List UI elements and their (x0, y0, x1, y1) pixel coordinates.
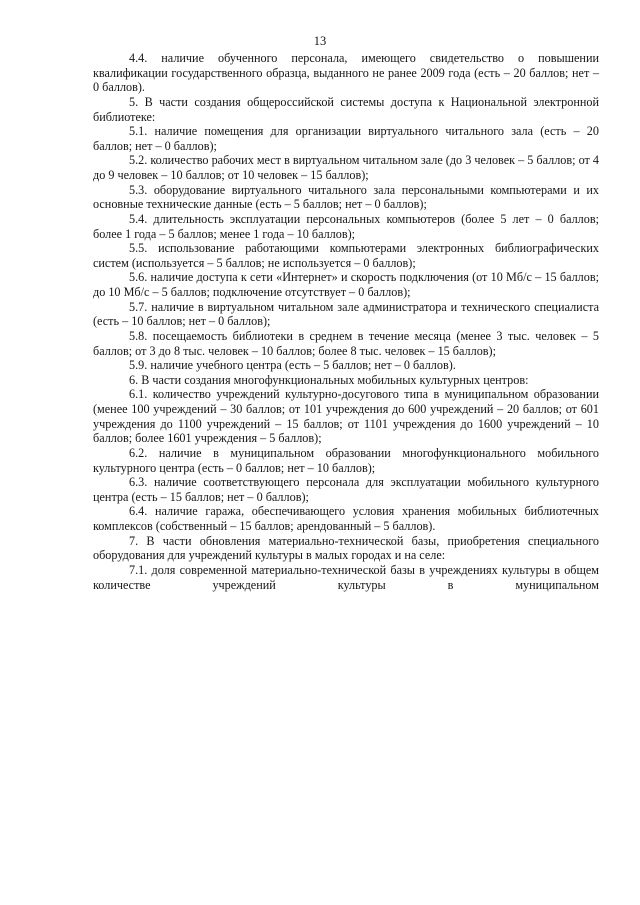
paragraph-4-4: 4.4. наличие обученного персонала, имеющего свидетельство о повышении квалификации государственного образца, выданного не ранее 2009 года (есть – 20 баллов; нет – 0 баллов). (93, 51, 599, 95)
section-6-heading: 6. В части создания многофункциональных мобильных культурных центров: (129, 372, 529, 387)
paragraph-6-1: 6.1. количество учреждений культурно-досугового типа в муниципальном образовании (менее 100 учреждений – 30 баллов; от 101 учреждения до 600 учреждений – 20 баллов; от 601 учреждения до 1100 учреждений – 15 баллов; от 1101 учреждения до 1600 учреждений – 10 баллов; более 1601 учреждения – 5 баллов); (93, 387, 599, 446)
paragraph-5-7: 5.7. наличие в виртуальном читальном зале администратора и технического специалиста (есть – 10 баллов; нет – 0 баллов); (93, 299, 599, 329)
paragraph-7-1: 7.1. доля современной материально-технической базы в учреждениях культуры в общем количестве учреждений культуры в муниципальном (93, 562, 599, 592)
paragraph-5-4: 5.4. длительность эксплуатации персональных компьютеров (более 5 лет – 0 баллов; более 1 года – 5 баллов; менее 1 года – 10 баллов); (93, 211, 599, 241)
paragraph-5-9: 5.9. наличие учебного центра (есть – 5 баллов; нет – 0 баллов). (129, 358, 456, 373)
paragraph-5-1: 5.1. наличие помещения для организации виртуального читального зала (есть – 20 баллов; нет – 0 баллов); (93, 124, 599, 153)
paragraph-5-3: 5.3. оборудование виртуального читального зала персональными компьютерами и их основные технические данные (есть – 5 баллов; нет – 0 баллов); (93, 182, 599, 212)
paragraph-6-4: 6.4. наличие гаража, обеспечивающего условия хранения мобильных библиотечных комплексов (собственный – 15 баллов; арендованный – 5 баллов). (93, 504, 599, 533)
paragraph-5-6: 5.6. наличие доступа к сети «Интернет» и скорость подключения (от 10 Мб/с – 15 баллов; до 10 Мб/с – 5 баллов; подключение отсутствует – 0 баллов); (93, 270, 599, 299)
document-body (93, 51, 599, 592)
paragraph-6-3: 6.3. наличие соответствующего персонала для эксплуатации мобильного культурного центра (есть – 15 баллов; нет – 0 баллов); (93, 475, 599, 504)
paragraph-6-2: 6.2. наличие в муниципальном образовании многофункционального мобильного культурного центра (есть – 0 баллов; нет – 10 баллов); (93, 445, 599, 475)
page-number: 13 (313, 34, 327, 48)
section-7-heading: 7. В части обновления материально-технической базы, приобретения специального оборудования для учреждений культуры в малых городах и на селе: (93, 533, 599, 563)
paragraph-5-2: 5.2. количество рабочих мест в виртуальном читальном зале (до 3 человек – 5 баллов; от 4 до 9 человек – 10 баллов; от 10 человек – 15 баллов); (93, 153, 599, 182)
section-5-heading: 5. В части создания общероссийской системы доступа к Национальной электронной библиотеке: (93, 94, 599, 124)
paragraph-5-8: 5.8. посещаемость библиотеки в среднем в течение месяца (менее 3 тыс. человек – 5 баллов; от 3 до 8 тыс. человек – 10 баллов; более 8 тыс. человек – 15 баллов); (93, 328, 599, 358)
paragraph-5-5: 5.5. использование работающими компьютерами электронных библиографических систем (используется – 5 баллов; не используется – 0 баллов); (93, 241, 599, 270)
